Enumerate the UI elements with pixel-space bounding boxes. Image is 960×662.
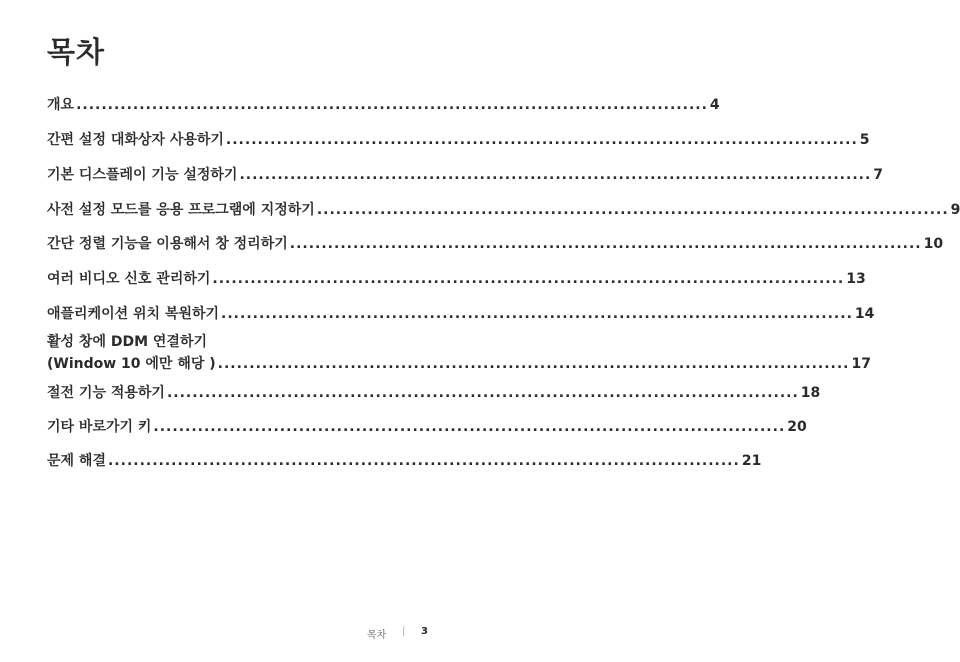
- toc-entry-page: 10: [923, 236, 944, 252]
- toc-entry-easy-setup[interactable]: [47, 129, 870, 149]
- toc-entry-page: 4: [709, 97, 720, 113]
- dot-leader: ....................................................................................................: [221, 306, 853, 322]
- toc-entry-shortcut-keys[interactable]: [47, 416, 807, 436]
- toc-entry-line2: [47, 353, 871, 373]
- toc-entry-label: 문제 해결: [47, 453, 106, 469]
- toc-entry-label: 절전 기능 적용하기: [47, 385, 165, 401]
- dot-leader: ....................................................................................................: [212, 271, 845, 287]
- toc-entry-label: 개요: [47, 97, 75, 113]
- dot-leader: ....................................................................................................: [76, 97, 708, 113]
- toc-entry-restore-position[interactable]: [47, 303, 875, 323]
- toc-entry-troubleshooting[interactable]: [47, 450, 762, 470]
- toc-entry-page: 17: [851, 356, 871, 372]
- toc-entry-label: (Window 10 에만 해당 ): [47, 356, 216, 372]
- toc-entry-attach-ddm[interactable]: [47, 331, 871, 373]
- toc-entry-page: 5: [859, 132, 870, 148]
- toc-entry-overview[interactable]: [47, 94, 720, 114]
- toc-entry-label-line1: 활성 창에 DDM 연결하기: [47, 334, 207, 350]
- dot-leader: ....................................................................................................: [316, 202, 949, 218]
- footer-section-title: 목차: [367, 630, 387, 641]
- footer-separator: |: [402, 626, 406, 637]
- dot-leader: ....................................................................................................: [166, 385, 799, 401]
- toc-entry-page: 18: [800, 385, 821, 401]
- dot-leader: ....................................................................................................: [153, 419, 786, 435]
- toc-entry-label: 기타 바로가기 키: [47, 419, 152, 435]
- dot-leader: ....................................................................................................: [107, 453, 740, 469]
- dot-leader: ....................................................................................................: [289, 236, 922, 252]
- toc-entry-easy-arrange[interactable]: [47, 233, 944, 253]
- dot-leader: ....................................................................................................: [239, 167, 872, 183]
- toc-entry-label: 간편 설정 대화상자 사용하기: [47, 132, 224, 148]
- toc-entry-page: 21: [741, 453, 762, 469]
- toc-entry-preset-modes[interactable]: [47, 199, 960, 219]
- dot-leader: ....................................................................................................: [217, 356, 850, 372]
- toc-entry-page: 20: [787, 419, 807, 435]
- dot-leader: ....................................................................................................: [225, 132, 858, 148]
- toc-entry-basic-display[interactable]: [47, 164, 884, 184]
- footer-page-number: 3: [421, 626, 428, 637]
- toc-entry-page: 14: [854, 306, 875, 322]
- toc-entry-label: 사전 설정 모드를 응용 프로그램에 지정하기: [47, 202, 315, 218]
- toc-entry-label: 간단 정렬 기능을 이용해서 창 정리하기: [47, 236, 288, 252]
- toc-entry-multiple-video[interactable]: [47, 268, 866, 288]
- toc-entry-label: 애플리케이션 위치 복원하기: [47, 306, 220, 322]
- page-title: 목차: [47, 35, 106, 69]
- toc-entry-page: 7: [873, 167, 884, 183]
- toc-entry-page: 9: [950, 202, 960, 218]
- toc-entry-label: 여러 비디오 신호 관리하기: [47, 271, 211, 287]
- toc-entry-power-saving[interactable]: [47, 382, 821, 402]
- toc-entry-label: 기본 디스플레이 기능 설정하기: [47, 167, 238, 183]
- toc-entry-page: 13: [846, 271, 866, 287]
